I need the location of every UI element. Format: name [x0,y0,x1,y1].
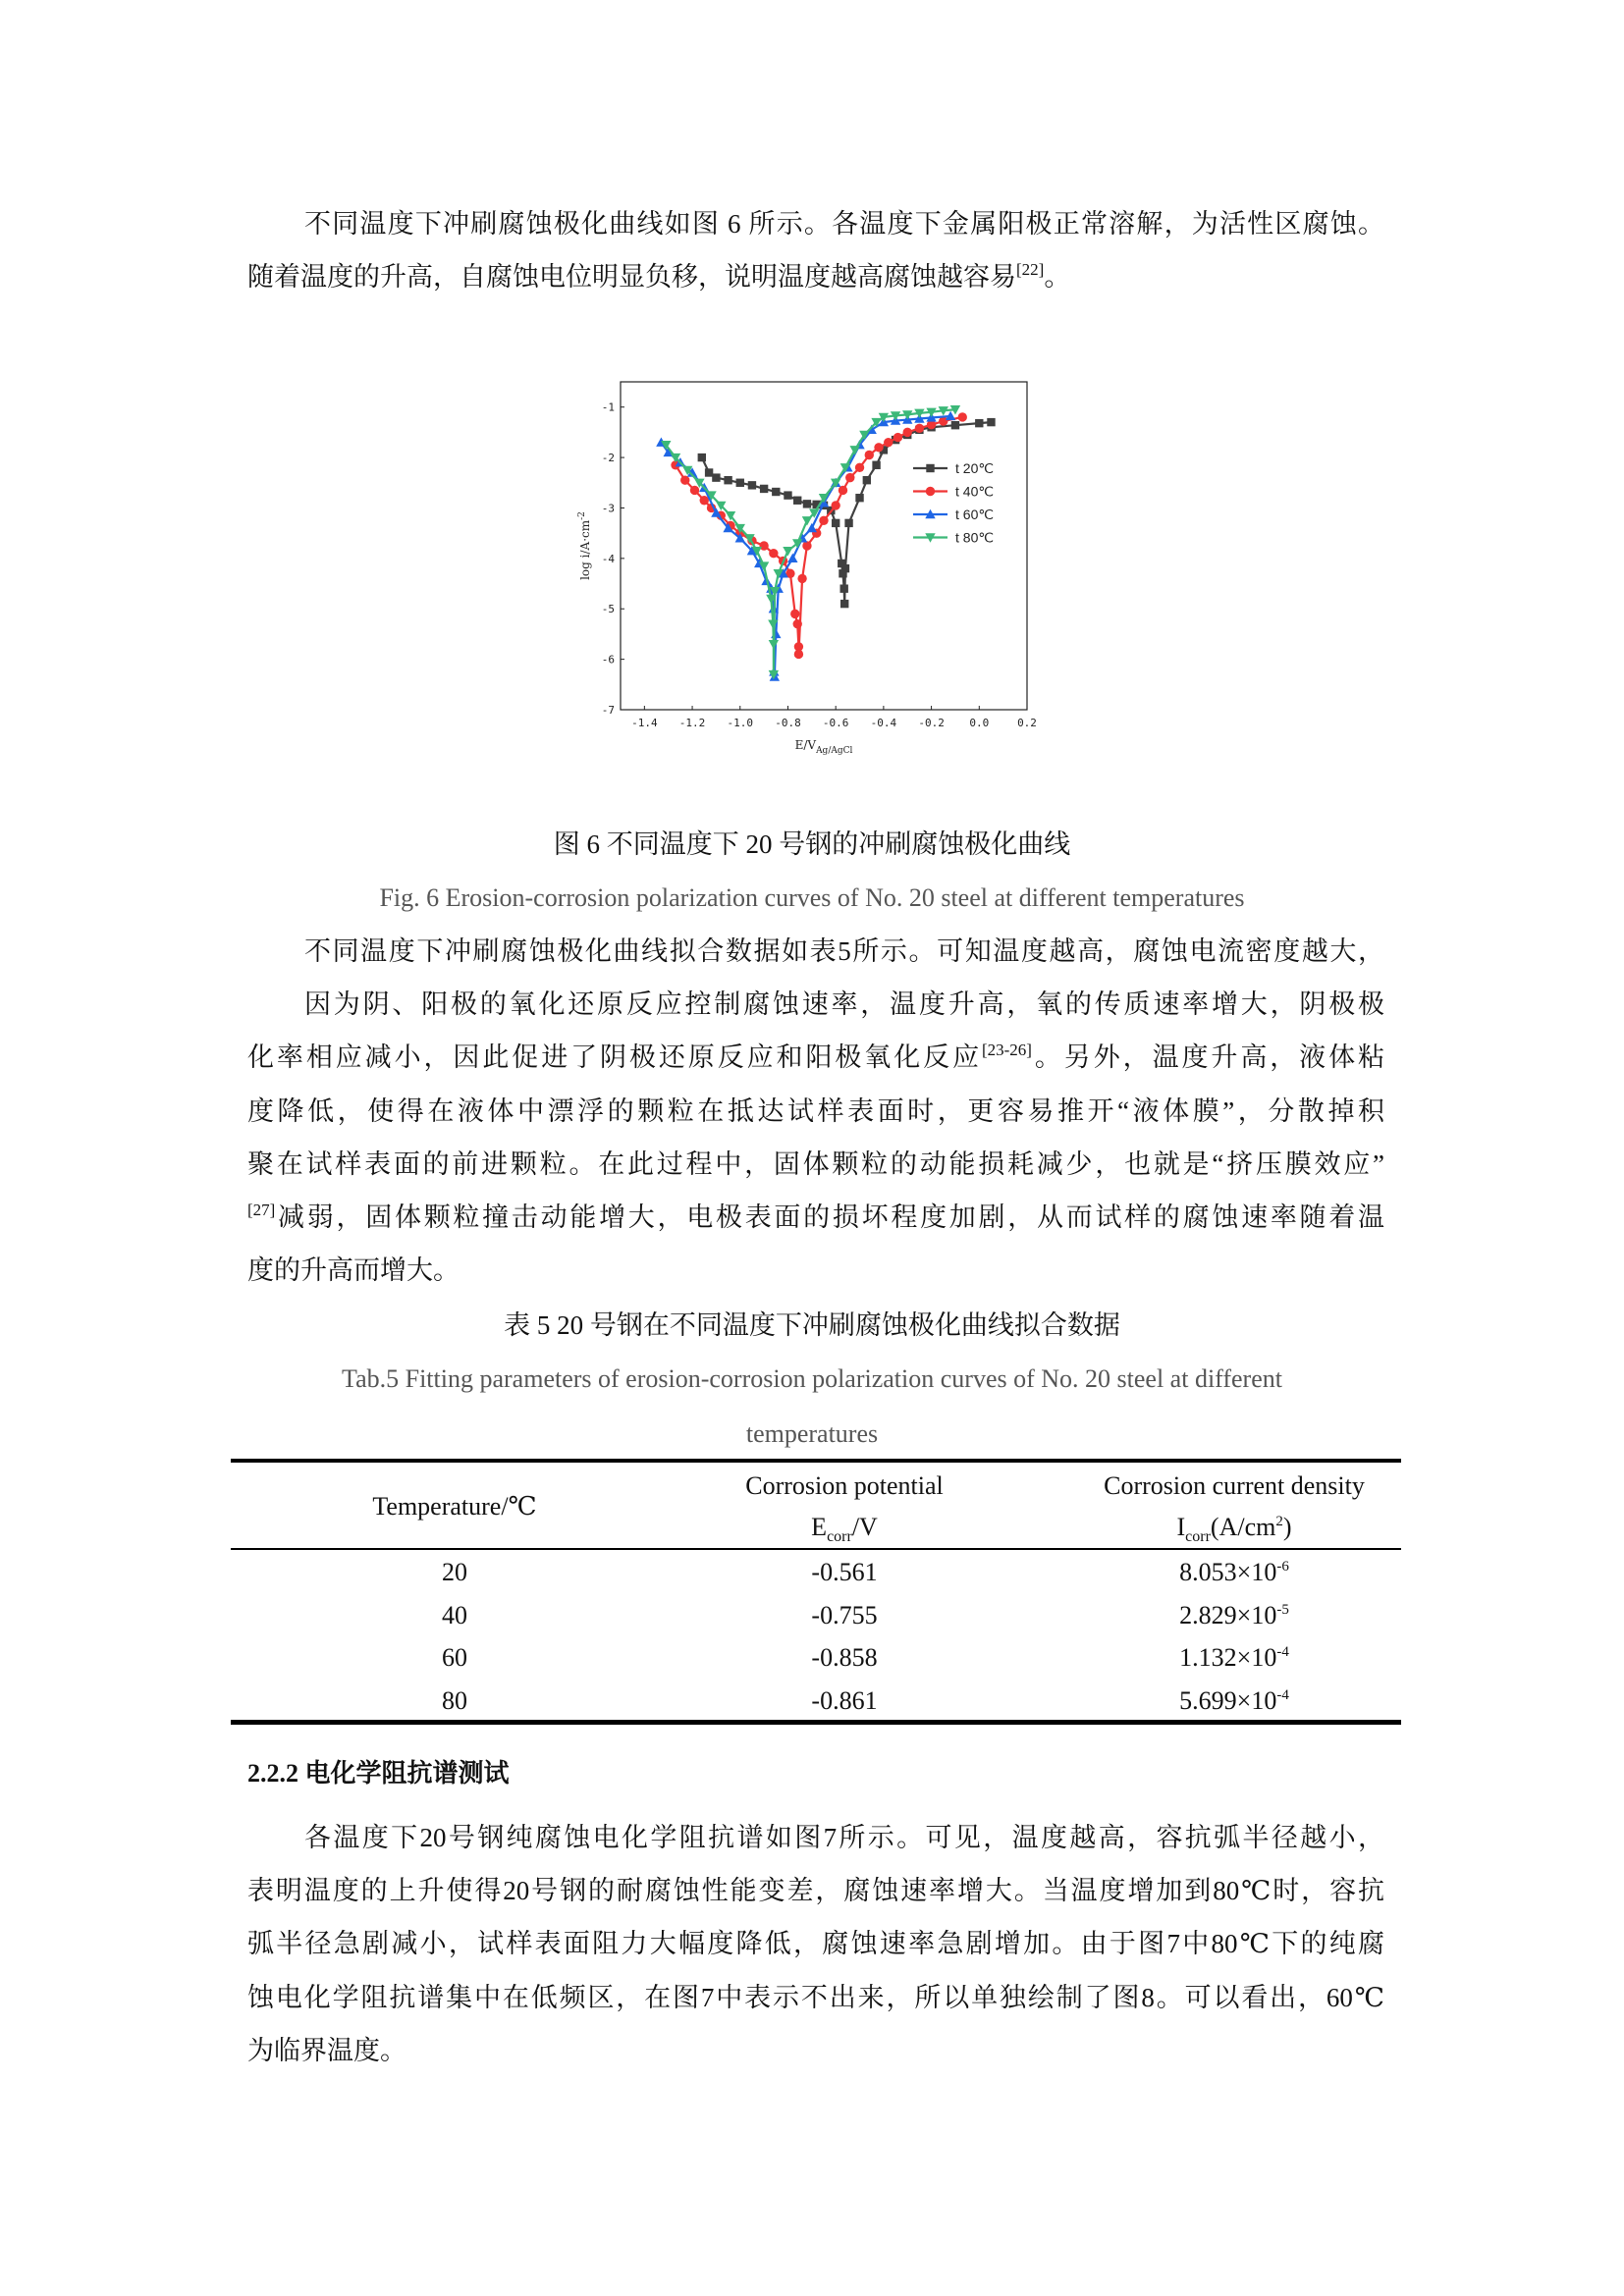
plot-frame [621,382,1027,710]
text-segment: 化率相应减小，因此促进了阴极还原反应和阳极氧化反应 [247,1042,982,1073]
legend-label: t 80℃ [955,529,995,546]
data-point [841,564,849,572]
table-top-rule [231,1459,1401,1463]
data-point [793,619,802,628]
icorr-close: ) [1282,1513,1292,1541]
polarization-chart [569,373,1060,775]
data-point [705,468,713,476]
icorr-exponent: -5 [1276,1601,1289,1618]
ecorr-unit: /V [851,1513,878,1541]
data-point [724,476,731,484]
y-tick-label: -1 [601,400,615,414]
data-point [831,501,839,509]
header-icorr: Corrosion current density [1104,1471,1365,1500]
icorr-mantissa: 2.829×10 [1179,1600,1277,1629]
text-line [247,1201,1384,1234]
data-point [884,438,893,447]
data-point [855,494,863,502]
data-point [748,481,756,489]
icorr-exponent: -6 [1276,1559,1289,1575]
y-tick-label: -3 [601,502,615,515]
data-point [987,418,995,426]
legend-label: t 20℃ [955,460,995,476]
cell-icorr [1038,1685,1431,1717]
data-point [690,486,699,495]
icorr-mantissa: 5.699×10 [1179,1685,1277,1715]
cell-icorr [1038,1642,1431,1674]
data-point [840,600,848,608]
text-line [247,260,1384,294]
y-axis-label [577,511,592,580]
figure-caption-en: Fig. 6 Erosion-corrosion polarization curves of No. 20 steel at different temperatures [379,883,1245,912]
x-tick-label: -1.0 [727,717,754,729]
x-tick-label: 0.0 [969,717,990,729]
table-caption-cn: 表 5 20 号钢在不同温度下冲刷腐蚀极化曲线拟合数据 [504,1310,1120,1340]
table-caption-en: Tab.5 Fitting parameters of erosion-corrosion polarization curves of No. 20 steel at different [342,1364,1282,1393]
ecorr-subscript: corr [827,1528,852,1546]
text-segment: 聚在试样表面的前进颗粒。在此过程中，固体颗粒的动能损耗减少，也就是“挤压膜效应” [247,1148,1384,1179]
x-tick-label: -0.8 [775,717,801,729]
icorr-superscript: 2 [1275,1514,1283,1529]
legend-marker [926,464,934,472]
data-point [872,461,880,469]
x-axis-label-sub: Ag/AgCl [816,746,853,756]
data-point [951,421,959,429]
cell-icorr [1038,1600,1431,1631]
data-point [759,541,768,550]
text-line [247,1254,1384,1287]
text-line [304,207,1384,240]
y-tick-label: -2 [601,452,615,465]
text-segment: 各温度下20号钢纯腐蚀电化学阻抗谱如图7所示。可见，温度越高，容抗弧半径越小， [304,1823,1384,1852]
text-line [304,934,1384,968]
citation: [27] [247,1201,276,1219]
text-line [247,1148,1384,1181]
data-point [772,488,780,496]
cell-temperature: 20 [442,1558,467,1586]
text-segment: 为临界温度。 [247,2035,406,2065]
text-line [247,2034,1384,2067]
data-point [760,485,768,493]
y-axis-label-main: log i/A·cm [578,519,592,580]
x-tick-label: -0.6 [822,717,849,729]
x-axis-label [795,738,853,756]
data-point [698,454,706,461]
y-axis-label-sup: -2 [577,511,587,520]
text-line [247,1927,1384,1960]
header-ecorr: Corrosion potential [745,1471,944,1500]
table-bottom-rule [231,1720,1401,1725]
data-point [784,491,791,499]
icorr-exponent: -4 [1276,1686,1289,1703]
text-segment: 不同温度下冲刷腐蚀极化曲线拟合数据如表5所示。可知温度越高，腐蚀电流密度越大， [304,936,1384,966]
x-tick-label: -0.4 [870,717,897,729]
legend-marker [926,487,935,496]
data-point [893,433,902,442]
data-point [874,443,883,452]
text-line [247,1095,1384,1128]
data-point [736,479,744,487]
data-point [840,584,848,592]
data-point [712,473,720,481]
legend-label: t 60℃ [955,507,995,522]
text-segment: 度的升高而增大。 [247,1255,460,1286]
icorr-mantissa: 1.132×10 [1179,1643,1277,1672]
data-point [839,486,847,495]
data-point [803,500,811,507]
y-tick-label: -4 [601,552,615,565]
table-mid-rule [231,1548,1401,1550]
data-point [790,610,799,618]
icorr-exponent: -4 [1276,1644,1289,1660]
data-point [819,516,828,525]
text-segment: 弧半径急剧减小，试样表面阻力大幅度降低，腐蚀速率急剧增加。由于图7中80℃下的纯腐 [247,1929,1384,1959]
text-line [247,1981,1384,2014]
header-ecorr-unit [648,1512,1041,1553]
x-tick-label: -1.4 [631,717,658,729]
text-segment: 蚀电化学阻抗谱集中在低频区，在图7中表示不出来，所以单独绘制了图8。可以看出，60℃ [247,1982,1384,2012]
x-tick-label: -1.2 [678,717,706,729]
y-tick-label: -6 [601,653,615,667]
x-tick-label: 0.2 [1017,717,1037,729]
legend-label: t 40℃ [955,483,995,500]
text-segment: 随着温度的升高，自腐蚀电位明显负移，说明温度越高腐蚀越容易 [247,262,1016,293]
cell-ecorr: -0.858 [811,1643,878,1672]
y-tick-label: -5 [601,603,615,616]
x-tick-label: -0.2 [918,717,945,729]
data-point [845,473,854,482]
data-point [832,519,839,527]
table-caption-en-cont: temperatures [745,1419,879,1448]
data-point [975,419,983,427]
header-temperature: Temperature/℃ [372,1492,537,1521]
icorr-unit: (A/cm [1210,1513,1276,1541]
text-segment: 。另外，温度升高，液体粘 [1031,1042,1385,1073]
section-heading: 2.2.2 电化学阻抗谱测试 [247,1759,510,1788]
text-segment: 不同温度下冲刷腐蚀极化曲线如图 6 所示。各温度下金属阳极正常溶解，为活性区腐蚀。 [304,209,1384,239]
citation: [23-26] [981,1041,1032,1060]
text-segment: 减弱，固体颗粒撞击动能增大，电极表面的损坏程度加剧，从而试样的腐蚀速率随着温 [275,1202,1384,1232]
header-icorr-unit [1038,1512,1431,1553]
citation: [22] [1016,260,1045,280]
data-point [700,496,709,505]
data-point [915,424,924,433]
data-point [802,541,811,550]
cell-temperature: 40 [442,1600,467,1629]
cell-temperature: 80 [442,1685,467,1715]
cell-ecorr: -0.561 [811,1558,878,1586]
text-segment: 表明温度的上升使得20号钢的耐腐蚀性能变差，腐蚀速率增大。当温度增加到80℃时，容抗 [247,1876,1384,1906]
data-point [794,650,803,659]
data-point [865,451,874,459]
text-line [304,988,1384,1021]
data-point [793,497,801,505]
data-point [844,519,852,527]
icorr-mantissa: 8.053×10 [1179,1558,1277,1586]
data-point [797,574,806,583]
data-point [903,428,912,437]
data-point [680,476,689,485]
text-segment: 因为阴、阳极的氧化还原反应控制腐蚀速率，温度升高，氧的传质速率增大，阴极极 [304,989,1384,1020]
text-line [247,1041,1384,1074]
figure-caption-cn: 图 6 不同温度下 20 号钢的冲刷腐蚀极化曲线 [553,829,1071,859]
text-segment: 。 [1044,262,1071,293]
data-point [769,549,778,558]
icorr-subscript: corr [1185,1528,1211,1546]
data-point [855,463,864,472]
cell-ecorr: -0.755 [811,1600,878,1629]
ecorr-symbol: E [811,1513,828,1541]
cell-icorr [1038,1557,1431,1588]
cell-temperature: 60 [442,1643,467,1672]
y-tick-label: -7 [601,704,615,717]
data-point [863,476,871,484]
cell-ecorr: -0.861 [811,1685,878,1715]
x-axis-label-main: E/V [794,738,817,752]
text-segment: 度降低，使得在液体中漂浮的颗粒在抵达试样表面时，更容易推开“液体膜”，分散掉积 [247,1095,1384,1126]
icorr-symbol: I [1176,1513,1186,1541]
data-point [958,412,967,421]
text-line [304,1821,1384,1854]
text-line [247,1874,1384,1907]
